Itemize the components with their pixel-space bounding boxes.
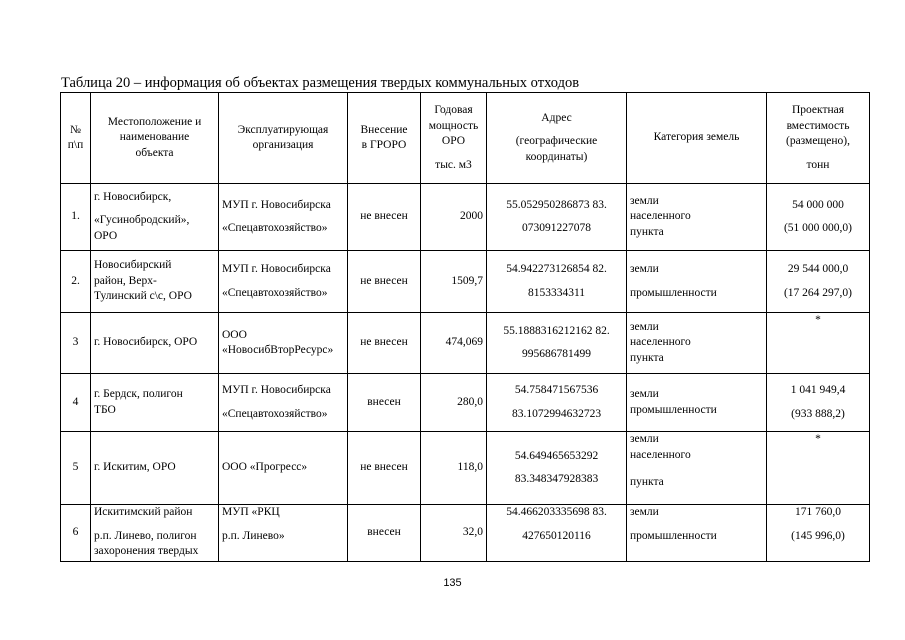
row-land: земли промышленности bbox=[627, 505, 767, 562]
row-address: 55.1888316212162 82. 995686781499 bbox=[487, 313, 627, 374]
waste-facilities-table bbox=[60, 92, 870, 562]
row-groro: внесен bbox=[348, 374, 421, 432]
header-land: Категория земель bbox=[627, 93, 767, 184]
table-row bbox=[61, 184, 870, 251]
row-groro: не внесен bbox=[348, 251, 421, 313]
header-operator: Эксплуатирующая организация bbox=[219, 93, 348, 184]
row-address: 54.466203335698 83. 427650120116 bbox=[487, 505, 627, 562]
row-location: г. Искитим, ОРО bbox=[91, 432, 219, 505]
row-design-capacity: 54 000 000 (51 000 000,0) bbox=[767, 184, 870, 251]
row-address: 54.942273126854 82. 8153334311 bbox=[487, 251, 627, 313]
table-row bbox=[61, 374, 870, 432]
row-capacity: 32,0 bbox=[421, 505, 487, 562]
row-num: 2. bbox=[61, 251, 91, 313]
page-number: 135 bbox=[443, 577, 462, 589]
row-capacity: 118,0 bbox=[421, 432, 487, 505]
row-location: г. Новосибирск, «Гусинобродский», ОРО bbox=[91, 184, 219, 251]
row-num: 4 bbox=[61, 374, 91, 432]
row-num: 6 bbox=[61, 505, 91, 562]
row-num: 5 bbox=[61, 432, 91, 505]
table-header-row bbox=[61, 93, 870, 184]
row-design-capacity: * bbox=[767, 432, 870, 505]
row-land: земли населенного пункта bbox=[627, 184, 767, 251]
row-capacity: 474,069 bbox=[421, 313, 487, 374]
row-capacity: 280,0 bbox=[421, 374, 487, 432]
row-location: г. Бердск, полигон ТБО bbox=[91, 374, 219, 432]
row-address: 54.758471567536 83.1072994632723 bbox=[487, 374, 627, 432]
row-operator: МУП г. Новосибирска «Спецавтохозяйство» bbox=[219, 251, 348, 313]
table-row bbox=[61, 251, 870, 313]
row-design-capacity: * bbox=[767, 313, 870, 374]
table-row bbox=[61, 313, 870, 374]
row-groro: не внесен bbox=[348, 432, 421, 505]
row-address: 55.052950286873 83. 073091227078 bbox=[487, 184, 627, 251]
row-design-capacity: 1 041 949,4 (933 888,2) bbox=[767, 374, 870, 432]
row-capacity: 1509,7 bbox=[421, 251, 487, 313]
row-operator: МУП «РКЦ р.п. Линево» bbox=[219, 505, 348, 562]
row-groro: не внесен bbox=[348, 313, 421, 374]
row-capacity: 2000 bbox=[421, 184, 487, 251]
row-operator: МУП г. Новосибирска «Спецавтохозяйство» bbox=[219, 374, 348, 432]
row-location: Искитимский район р.п. Линево, полигон захоронения твердых bbox=[91, 505, 219, 562]
row-location: Новосибирский район, Верх- Тулинский с\с, ОРО bbox=[91, 251, 219, 313]
row-land: земли населенного пункта bbox=[627, 313, 767, 374]
row-groro: внесен bbox=[348, 505, 421, 562]
header-location: Местоположение и наименование объекта bbox=[91, 93, 219, 184]
row-operator: ООО «Прогресс» bbox=[219, 432, 348, 505]
row-operator: МУП г. Новосибирска «Спецавтохозяйство» bbox=[219, 184, 348, 251]
header-capacity: Годовая мощность ОРО тыс. м3 bbox=[421, 93, 487, 184]
row-land: земли промышленности bbox=[627, 374, 767, 432]
row-num: 3 bbox=[61, 313, 91, 374]
row-land: земли промышленности bbox=[627, 251, 767, 313]
table-caption: Таблица 20 – информация об объектах размещения твердых коммунальных отходов bbox=[61, 75, 580, 91]
row-num: 1. bbox=[61, 184, 91, 251]
row-design-capacity: 29 544 000,0 (17 264 297,0) bbox=[767, 251, 870, 313]
header-num: № п\п bbox=[61, 93, 91, 184]
row-address: 54.649465653292 83.348347928383 bbox=[487, 432, 627, 505]
header-address: Адрес (географические координаты) bbox=[487, 93, 627, 184]
row-location: г. Новосибирск, ОРО bbox=[91, 313, 219, 374]
table-row bbox=[61, 505, 870, 562]
header-groro: Внесение в ГРОРО bbox=[348, 93, 421, 184]
row-land: земли населенного пункта bbox=[627, 432, 767, 505]
row-groro: не внесен bbox=[348, 184, 421, 251]
table-row bbox=[61, 432, 870, 505]
row-operator: ООО «НовосибВторРесурс» bbox=[219, 313, 348, 374]
header-design-capacity: Проектная вместимость (размещено), тонн bbox=[767, 93, 870, 184]
row-design-capacity: 171 760,0 (145 996,0) bbox=[767, 505, 870, 562]
